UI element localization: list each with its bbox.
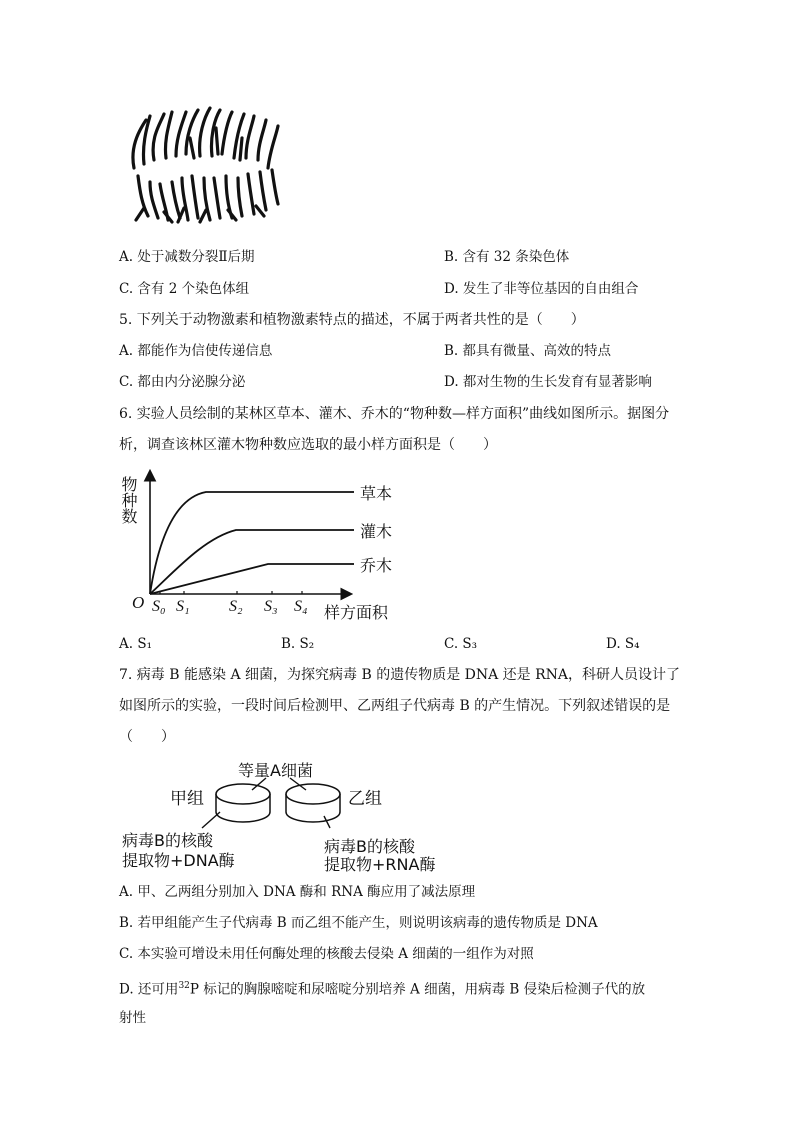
q7-stem-line1: 7. 病毒 B 能感染 A 细菌，为探究病毒 B 的遗传物质是 DNA 还是 RNA，科研人员设计了 <box>119 667 681 683</box>
chromosome-drawing <box>120 98 290 230</box>
x-tick-label-1: S₁ <box>176 598 190 615</box>
series-label-2: 乔木 <box>360 558 393 575</box>
pointer-bottom-left <box>202 812 220 828</box>
origin-label: O <box>132 593 145 612</box>
diagram-b-line1: 病毒B的核酸 <box>324 837 415 856</box>
q7-option-a[interactable]: A. 甲、乙两组分别加入 DNA 酶和 RNA 酶应用了减法原理 <box>119 884 476 900</box>
y-axis-label-text: 物种数 <box>119 476 136 524</box>
diagram-top-label: 等量A细菌 <box>238 761 313 780</box>
q6-option-a[interactable]: A. S₁ <box>119 636 152 652</box>
diagram-a-line2: 提取物+DNA酶 <box>122 851 235 870</box>
q6-stem-line1: 6. 实验人员绘制的某林区草本、灌木、乔木的“物种数—样方面积”曲线如图所示。据图分 <box>119 406 670 422</box>
x-tick-label-3: S₃ <box>264 598 278 615</box>
q5-option-d[interactable]: D. 都对生物的生长发育有显著影响 <box>444 374 652 390</box>
species-area-chart <box>114 462 404 626</box>
experiment-diagram <box>118 756 458 872</box>
q7-option-d-line2: 射性 <box>119 1010 146 1026</box>
diagram-a-line1: 病毒B的核酸 <box>122 831 213 850</box>
q4-option-a[interactable]: A. 处于减数分裂Ⅱ后期 <box>119 249 255 265</box>
q7-option-d-post: P 标记的胸腺嘧啶和尿嘧啶分别培养 A 细菌，用病毒 B 侵染后检测子代的放 <box>189 981 646 998</box>
q6-option-b[interactable]: B. S₂ <box>281 636 315 652</box>
q5-option-c[interactable]: C. 都由内分泌腺分泌 <box>119 374 246 390</box>
y-axis-label <box>118 476 138 529</box>
diagram-group-a: 甲组 <box>170 789 204 809</box>
q5-option-b[interactable]: B. 都具有微量、高效的特点 <box>444 343 612 359</box>
x-axis-label: 样方面积 <box>324 605 389 622</box>
q6-option-d[interactable]: D. S₄ <box>606 636 640 652</box>
q7-stem-line2: 如图所示的实验，一段时间后检测甲、乙两组子代病毒 B 的产生情况。下列叙述错误的是 <box>119 698 671 714</box>
q4-option-d[interactable]: D. 发生了非等位基因的自由组合 <box>444 281 639 297</box>
series-label-0: 草本 <box>360 486 393 503</box>
series-label-1: 灌木 <box>360 524 393 541</box>
q7-option-c[interactable]: C. 本实验可增设未用任何酶处理的核酸去侵染 A 细菌的一组作为对照 <box>119 946 534 962</box>
x-tick-label-4: S₄ <box>294 598 308 615</box>
q5-stem: 5. 下列关于动物激素和植物激素特点的描述，不属于两者共性的是（ ） <box>119 312 585 328</box>
q7-option-d[interactable] <box>119 976 645 1000</box>
q6-stem-line2: 析，调查该林区灌木物种数应选取的最小样方面积是（ ） <box>119 437 497 453</box>
series-line-2 <box>150 564 350 594</box>
q7-option-d-pre: D. 还可用 <box>119 981 179 998</box>
dish-right-top <box>286 784 340 804</box>
x-tick-label-0: S₀ <box>152 598 166 615</box>
chromosome-figure <box>120 98 290 230</box>
dish-left-top <box>216 784 270 804</box>
q7-option-b[interactable]: B. 若甲组能产生子代病毒 B 而乙组不能产生，则说明该病毒的遗传物质是 DNA <box>119 915 598 931</box>
q5-option-a[interactable]: A. 都能作为信使传递信息 <box>119 343 273 359</box>
diagram-b-line2: 提取物+RNA酶 <box>324 855 436 874</box>
q4-option-c[interactable]: C. 含有 2 个染色体组 <box>119 281 250 297</box>
diagram-group-b: 乙组 <box>348 789 382 809</box>
q7-option-d-sup: 32 <box>178 981 190 991</box>
q7-stem-line3: （ ） <box>119 729 175 745</box>
q4-option-b[interactable]: B. 含有 32 条染色体 <box>444 249 570 265</box>
series-line-1 <box>150 530 350 594</box>
x-tick-label-2: S₂ <box>229 598 243 615</box>
q6-option-c[interactable]: C. S₃ <box>444 636 478 652</box>
series-line-0 <box>150 492 350 594</box>
